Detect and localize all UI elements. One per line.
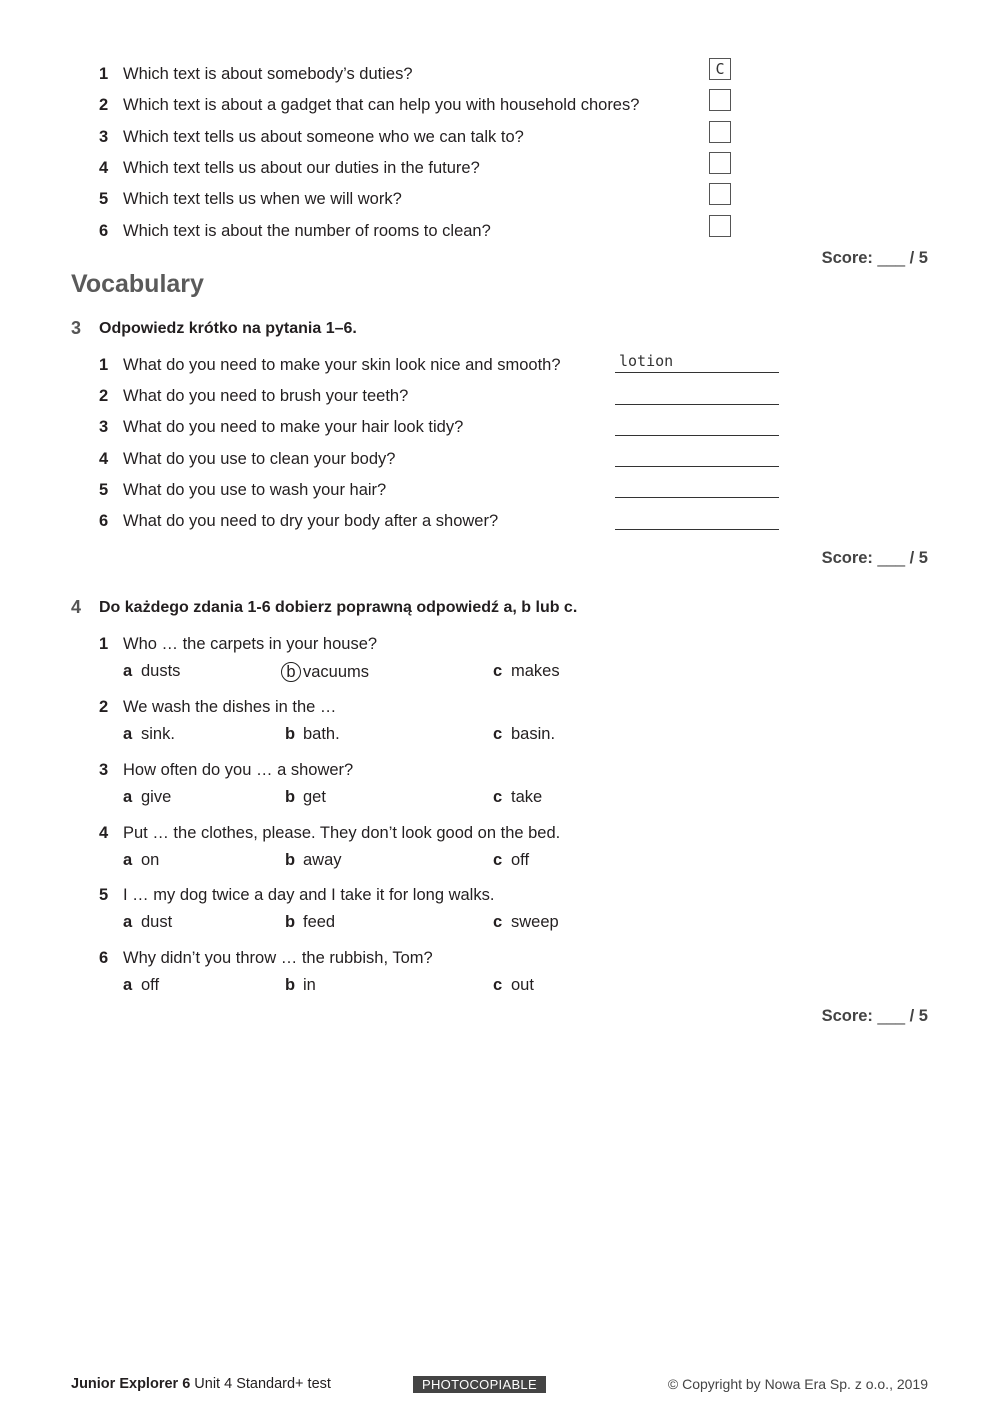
footer-book-title: Junior Explorer 6	[71, 1376, 191, 1392]
exercise-instruction: Odpowiedz krótko na pytania 1–6.	[99, 320, 357, 337]
selected-circle: b	[281, 662, 301, 682]
question-number: 4	[99, 824, 109, 842]
question-number: 6	[99, 222, 109, 240]
option-a[interactable]	[123, 725, 175, 744]
question-number: 3	[99, 128, 109, 146]
answer-line[interactable]	[615, 447, 779, 467]
option-letter: a	[123, 851, 133, 869]
score-blank[interactable]: ___	[877, 549, 906, 567]
option-c[interactable]	[493, 725, 555, 744]
option-letter: a	[123, 913, 133, 931]
option-text: sink.	[141, 725, 175, 743]
question-text: Why didn’t you throw … the rubbish, Tom?	[123, 949, 433, 967]
question-text: What do you need to dry your body after a shower?	[123, 512, 499, 530]
question-number: 2	[99, 96, 109, 114]
question-text: Which text tells us when we will work?	[123, 190, 402, 208]
answer-line[interactable]: lotion	[615, 353, 779, 373]
question-number: 6	[99, 949, 109, 967]
option-text: dusts	[141, 662, 181, 680]
score	[822, 1007, 928, 1026]
question-number: 1	[99, 65, 109, 83]
answer-box[interactable]	[709, 89, 731, 111]
option-text: vacuums	[303, 663, 370, 681]
question-text: What do you need to make your hair look tidy?	[123, 418, 464, 436]
option-b[interactable]	[285, 788, 326, 807]
answer-box[interactable]	[709, 215, 731, 237]
question-number: 4	[99, 159, 109, 177]
option-a[interactable]	[123, 976, 159, 995]
question-number: 4	[99, 450, 109, 468]
option-a[interactable]	[123, 913, 172, 932]
option-letter: a	[123, 976, 133, 994]
question-number: 2	[99, 698, 109, 716]
score	[822, 249, 928, 268]
option-letter: c	[493, 725, 503, 743]
option-a[interactable]	[123, 851, 159, 870]
option-letter: a	[123, 662, 133, 680]
question-number: 5	[99, 481, 109, 499]
question-number: 5	[99, 190, 109, 208]
option-letter: b	[285, 913, 296, 931]
question-text: We wash the dishes in the …	[123, 698, 337, 716]
option-b[interactable]	[285, 851, 342, 870]
question-text: What do you need to brush your teeth?	[123, 387, 409, 405]
option-b[interactable]	[285, 913, 335, 932]
answer-line[interactable]	[615, 478, 779, 498]
option-letter: b	[285, 976, 296, 994]
question-text: Which text tells us about our duties in the future?	[123, 159, 480, 177]
answer-line[interactable]	[615, 416, 779, 436]
option-text: sweep	[511, 913, 559, 931]
option-letter: a	[123, 725, 133, 743]
score-label: Score:	[821, 549, 873, 567]
option-c[interactable]	[493, 851, 529, 870]
footer-copyright: © Copyright by Nowa Era Sp. z o.o., 2019	[667, 1376, 928, 1392]
option-text: on	[141, 851, 160, 869]
option-letter: b	[285, 725, 296, 743]
exercise-number: 4	[71, 597, 82, 617]
question-text: Which text is about the number of rooms to clean?	[123, 222, 491, 240]
question-text: How often do you … a shower?	[123, 761, 354, 779]
question-text: I … my dog twice a day and I take it for long walks.	[123, 886, 495, 904]
option-text: off	[511, 851, 530, 869]
question-number: 2	[99, 387, 109, 405]
option-text: bath.	[303, 725, 340, 743]
answer-box[interactable]	[709, 152, 731, 174]
option-text: feed	[303, 913, 336, 931]
question-number: 3	[99, 418, 109, 436]
score-blank[interactable]: ___	[877, 249, 906, 267]
option-text: away	[303, 851, 342, 869]
option-text: basin.	[511, 725, 556, 743]
option-letter: c	[493, 976, 503, 994]
option-letter: b	[285, 788, 296, 806]
score-blank[interactable]: ___	[877, 1007, 906, 1025]
footer-unit: Unit 4 Standard+ test	[194, 1376, 331, 1392]
question-number: 1	[99, 356, 109, 374]
question-number: 3	[99, 761, 109, 779]
question-number: 1	[99, 635, 109, 653]
option-text: get	[303, 788, 326, 806]
option-c[interactable]	[493, 788, 542, 807]
answer-line[interactable]	[615, 385, 779, 405]
answer-box[interactable]	[709, 183, 731, 205]
option-text: take	[511, 788, 543, 806]
score	[822, 549, 928, 568]
option-text: dust	[141, 913, 173, 931]
option-b-selected[interactable]	[285, 662, 369, 682]
option-b[interactable]	[285, 976, 316, 995]
score-label: Score:	[821, 1007, 873, 1025]
option-letter: c	[493, 662, 503, 680]
score-total: / 5	[909, 1007, 928, 1025]
option-b[interactable]	[285, 725, 340, 744]
exercise-number: 3	[71, 318, 82, 338]
answer-box[interactable]	[709, 121, 731, 143]
answer-box[interactable]: C	[709, 58, 731, 80]
exercise-instruction: Do każdego zdania 1-6 dobierz poprawną odpowiedź a, b lub c.	[99, 599, 578, 616]
option-c[interactable]	[493, 913, 559, 932]
question-text: Which text is about somebody’s duties?	[123, 65, 413, 83]
question-text: Put … the clothes, please. They don’t look good on the bed.	[123, 824, 561, 842]
question-number: 6	[99, 512, 109, 530]
score-label: Score:	[821, 249, 873, 267]
option-text: makes	[511, 662, 560, 680]
question-text: What do you use to wash your hair?	[123, 481, 387, 499]
option-letter: a	[123, 788, 133, 806]
question-text: Who … the carpets in your house?	[123, 635, 378, 653]
score-total: / 5	[909, 249, 928, 267]
answer-line[interactable]	[615, 510, 779, 530]
option-letter: c	[493, 913, 503, 931]
photocopiable-badge: PHOTOCOPIABLE	[413, 1376, 546, 1393]
option-text: out	[511, 976, 534, 994]
question-text: What do you use to clean your body?	[123, 450, 396, 468]
question-text: Which text is about a gadget that can help you with household chores?	[123, 96, 640, 114]
option-a[interactable]	[123, 662, 180, 681]
option-letter: c	[493, 851, 503, 869]
section-title: Vocabulary	[71, 270, 204, 298]
option-a[interactable]	[123, 788, 171, 807]
option-letter: c	[493, 788, 503, 806]
option-text: give	[141, 788, 172, 806]
option-c[interactable]	[493, 662, 560, 681]
footer-book-info	[71, 1376, 331, 1392]
option-letter: b	[285, 851, 296, 869]
option-text: in	[303, 976, 316, 994]
question-number: 5	[99, 886, 109, 904]
question-text: Which text tells us about someone who we can talk to?	[123, 128, 524, 146]
question-text: What do you need to make your skin look nice and smooth?	[123, 356, 561, 374]
option-c[interactable]	[493, 976, 534, 995]
score-total: / 5	[909, 549, 928, 567]
option-text: off	[141, 976, 160, 994]
